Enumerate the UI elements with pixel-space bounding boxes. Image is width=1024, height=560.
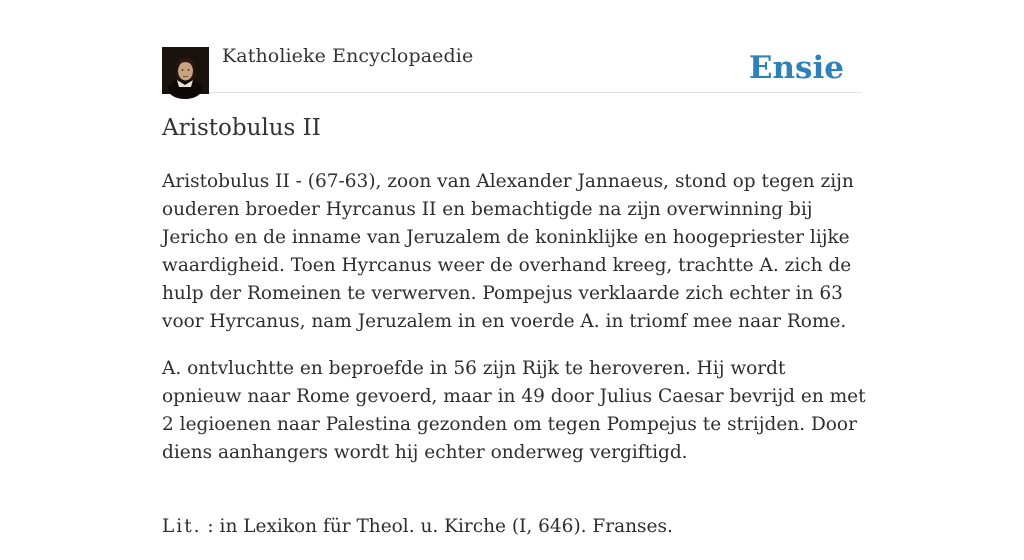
article-body [162,168,866,560]
page-container [162,0,866,537]
article-paragraph: A. ontvluchtte en beproefde in 56 zijn Rijk te heroveren. Hij wordt opnieuw naar Rome gevoerd, maar in 49 door Julius Caesar bevrijd en met 2 legioenen naar Palestina gezonden om tegen Pompejus te strijden. Door diens aanhangers wordt hij echter onderweg vergiftigd. [162,358,866,463]
literature-reference [162,513,866,541]
ensie-logo[interactable]: Ensie [748,50,844,86]
literature-label: Lit. [162,516,202,537]
article-paragraph: Aristobulus II - (67-63), zoon van Alexander Jannaeus, stond op tegen zijn ouderen broeder Hyrcanus II en bemachtigde na zijn overwinning bij Jericho en de inname van Jeruzalem de koninklijke en hoogepriester lijke waardigheid. Toen Hyrcanus weer de overhand kreeg, trachtte A. zich de hulp der Romeinen te verwerven. Pompejus verklaarde zich echter in 63 voor Hyrcanus, nam Jeruzalem in en voerde A. in triomf mee naar Rome. [162,171,854,332]
literature-text: : in Lexikon für Theol. u. Kirche (I, 646). Franses. [207,516,673,537]
site-header [162,0,862,93]
site-name[interactable]: Katholieke Encyclopaedie [222,45,474,67]
portrait-avatar-icon[interactable] [162,47,209,94]
page-title: Aristobulus II [162,115,321,141]
